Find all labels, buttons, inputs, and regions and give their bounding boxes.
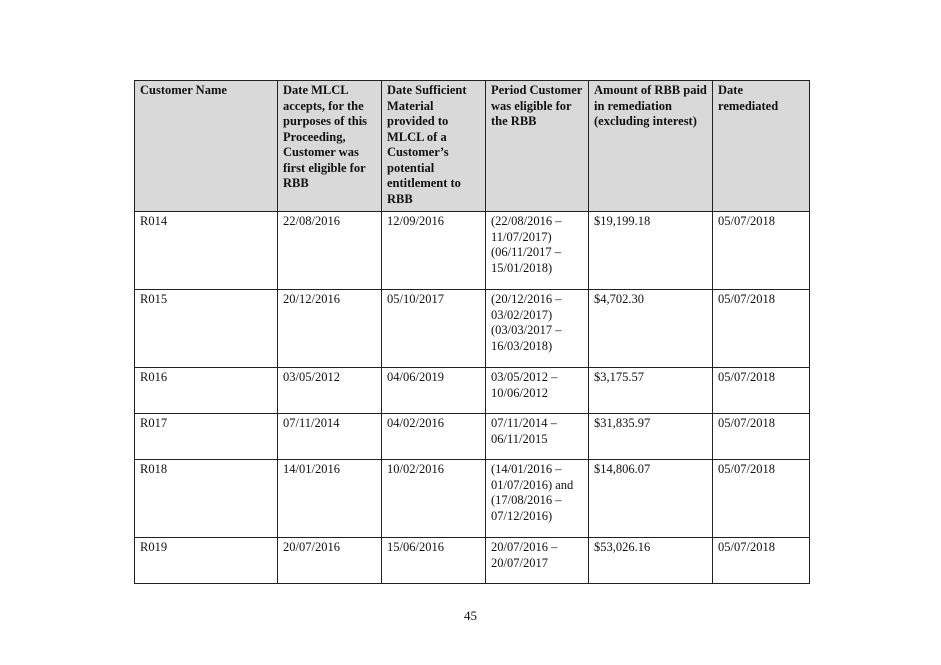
cell-eligible-period — [486, 368, 589, 414]
page-number: 45 — [464, 608, 477, 623]
cell-first-eligible-date: 20/12/2016 — [278, 290, 382, 368]
cell-date-remediated: 05/07/2018 — [713, 290, 810, 368]
cell-customer-name: R016 — [135, 368, 278, 414]
cell-first-eligible-date: 22/08/2016 — [278, 212, 382, 290]
period-line: 16/03/2018) — [491, 338, 553, 353]
period-line: 01/07/2016) and — [491, 477, 574, 492]
table-body — [135, 212, 810, 584]
period-line: 20/07/2016 – — [491, 540, 558, 554]
cell-customer-name: R018 — [135, 460, 278, 538]
cell-material-provided-date: 05/10/2017 — [382, 290, 486, 368]
period-line: (20/12/2016 – — [491, 292, 562, 306]
period-line: 03/05/2012 – — [491, 370, 558, 384]
cell-eligible-period — [486, 290, 589, 368]
period-line: 15/01/2018) — [491, 260, 553, 275]
period-line: 11/07/2017) — [491, 229, 552, 244]
cell-rbb-amount: $53,026.16 — [589, 538, 713, 584]
table-row — [135, 460, 810, 538]
header-eligible-period: Period Customer was eligible for the RBB — [486, 81, 589, 212]
period-line: (06/11/2017 – — [491, 245, 562, 259]
cell-date-remediated: 05/07/2018 — [713, 368, 810, 414]
period-line: 03/02/2017) — [491, 307, 553, 322]
period-line: (03/03/2017 – — [491, 323, 562, 337]
cell-rbb-amount: $4,702.30 — [589, 290, 713, 368]
cell-date-remediated: 05/07/2018 — [713, 460, 810, 538]
header-date-remediated: Date remediated — [713, 81, 810, 212]
table-row — [135, 212, 810, 290]
cell-customer-name: R019 — [135, 538, 278, 584]
period-line: 06/11/2015 — [491, 431, 548, 446]
period-line: 10/06/2012 — [491, 385, 548, 400]
cell-rbb-amount: $14,806.07 — [589, 460, 713, 538]
cell-date-remediated: 05/07/2018 — [713, 212, 810, 290]
period-line: 20/07/2017 — [491, 555, 548, 570]
cell-customer-name: R014 — [135, 212, 278, 290]
cell-first-eligible-date: 03/05/2012 — [278, 368, 382, 414]
header-rbb-amount: Amount of RBB paid in remediation (excluding interest) — [589, 81, 713, 212]
period-line: (14/01/2016 – — [491, 462, 562, 476]
cell-first-eligible-date: 20/07/2016 — [278, 538, 382, 584]
cell-date-remediated: 05/07/2018 — [713, 538, 810, 584]
cell-material-provided-date: 12/09/2016 — [382, 212, 486, 290]
table-row — [135, 290, 810, 368]
header-material-provided-date: Date Sufficient Material provided to MLCL of a Customer’s potential entitlement to RBB — [382, 81, 486, 212]
period-line: (17/08/2016 – — [491, 493, 562, 507]
period-line: 07/12/2016) — [491, 508, 553, 523]
cell-rbb-amount: $19,199.18 — [589, 212, 713, 290]
cell-material-provided-date: 10/02/2016 — [382, 460, 486, 538]
cell-eligible-period — [486, 538, 589, 584]
cell-first-eligible-date: 07/11/2014 — [278, 414, 382, 460]
cell-first-eligible-date: 14/01/2016 — [278, 460, 382, 538]
period-line: 07/11/2014 – — [491, 416, 557, 430]
cell-material-provided-date: 04/06/2019 — [382, 368, 486, 414]
cell-material-provided-date: 04/02/2016 — [382, 414, 486, 460]
header-first-eligible-date: Date MLCL accepts, for the purposes of this Proceeding, Customer was first eligible for RBB — [278, 81, 382, 212]
table-row — [135, 368, 810, 414]
period-line: (22/08/2016 – — [491, 214, 562, 228]
cell-customer-name: R017 — [135, 414, 278, 460]
table-row — [135, 538, 810, 584]
cell-customer-name: R015 — [135, 290, 278, 368]
cell-date-remediated: 05/07/2018 — [713, 414, 810, 460]
header-customer-name: Customer Name — [135, 81, 278, 212]
cell-eligible-period — [486, 414, 589, 460]
cell-rbb-amount: $3,175.57 — [589, 368, 713, 414]
table-header-row — [135, 81, 810, 212]
cell-eligible-period — [486, 212, 589, 290]
cell-eligible-period — [486, 460, 589, 538]
cell-material-provided-date: 15/06/2016 — [382, 538, 486, 584]
table-row — [135, 414, 810, 460]
remediation-table — [134, 80, 810, 584]
cell-rbb-amount: $31,835.97 — [589, 414, 713, 460]
